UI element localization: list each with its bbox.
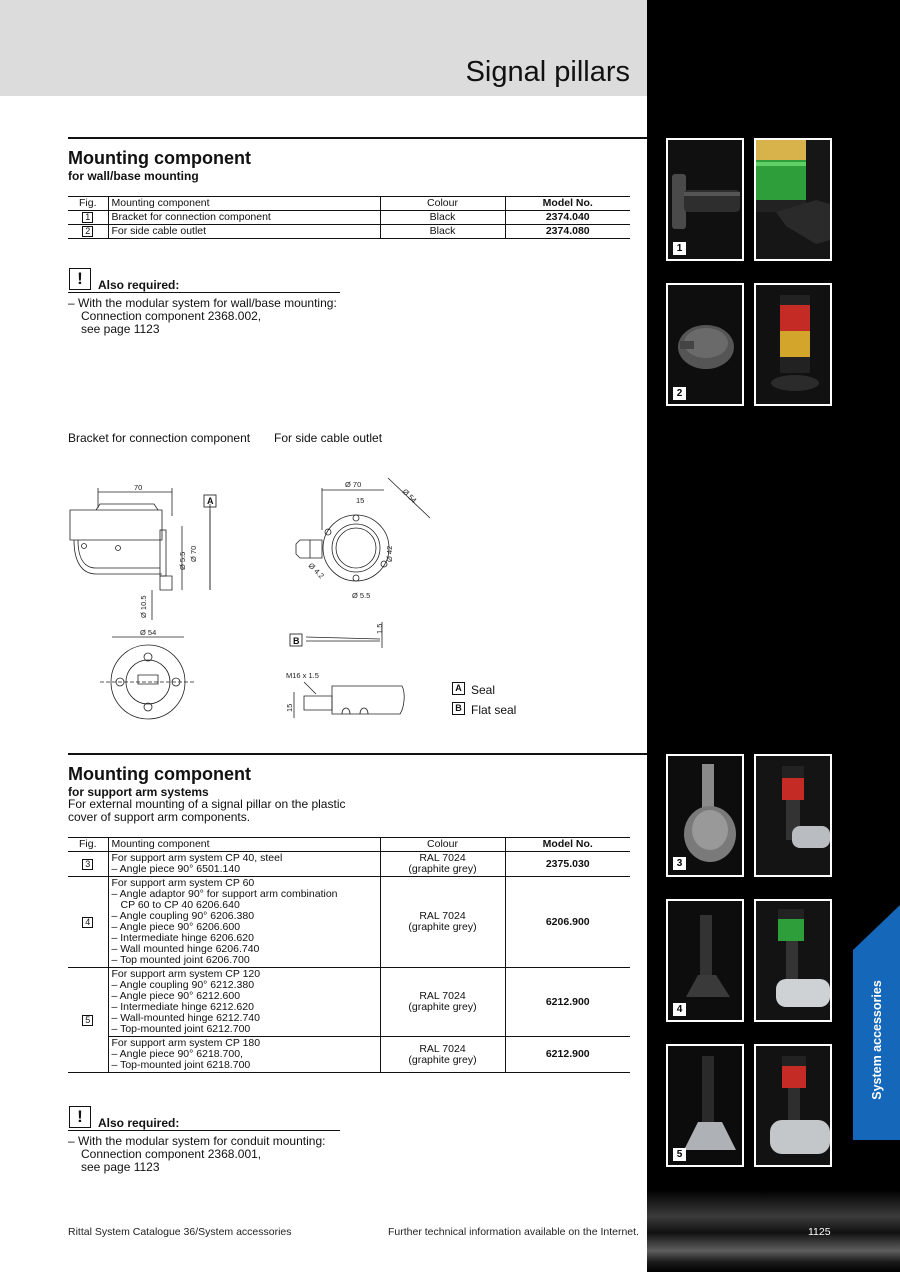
bracket-top-view [100, 628, 196, 719]
svg-text:M16 x 1.5: M16 x 1.5 [286, 671, 319, 680]
dim-70-top: 70 [134, 483, 143, 492]
also-required-rule [68, 1130, 340, 1131]
photo-tag-2: 2 [673, 387, 686, 400]
legend-key-a: A [452, 682, 465, 695]
table-row [68, 225, 630, 239]
table-row [68, 968, 630, 1037]
table-row [68, 1037, 630, 1073]
also-required-rule [68, 292, 340, 293]
row-colour: Black [429, 225, 456, 237]
row-description: For support arm system CP 120 – Angle coupling 90° 6212.380 – Angle piece 90° 6212.600 – Intermediate hinge 6212.620 – Wall-mounted hinge 6212.740 – Top-mounted joint 6212.700 [108, 968, 380, 1037]
svg-text:B: B [293, 636, 300, 646]
fig-number: 3 [82, 859, 93, 870]
fig-number: 1 [82, 212, 93, 223]
footer-catalogue: Rittal System Catalogue 36/System accessories [68, 1226, 292, 1238]
photo-pillar-red-cp120 [754, 1044, 832, 1167]
svg-text:A: A [207, 496, 214, 506]
legend-text-flat-seal: Flat seal [471, 703, 517, 717]
page-number: 1125 [808, 1226, 831, 1238]
fig-number: 4 [82, 917, 93, 928]
row-model-number: 6212.900 [505, 968, 630, 1037]
photo-tag-4: 4 [673, 1003, 686, 1016]
col-component: Mounting component [108, 838, 380, 852]
section2-heading: Mounting component [68, 764, 251, 784]
drawing-label-side: For side cable outlet [274, 431, 383, 445]
svg-text:Ø 70: Ø 70 [345, 480, 362, 489]
section2-table [68, 837, 630, 1073]
warning-icon: ! [69, 1106, 91, 1128]
photo-pillar-red-yellow [754, 283, 832, 406]
col-model: Model No. [505, 197, 630, 211]
section1-subheading: for wall/base mounting [68, 169, 199, 183]
also-required-text: – With the modular system for conduit mounting: Connection component 2368.001, see page 1123 [68, 1134, 326, 1174]
svg-text:15: 15 [356, 496, 365, 505]
section2-intro: For external mounting of a signal pillar on the plastic cover of support arm components. [68, 797, 346, 824]
svg-text:Ø 54: Ø 54 [400, 487, 419, 505]
footer-info: Further technical information available on the Internet. [388, 1226, 639, 1238]
also-required-text: – With the modular system for wall/base mounting: Connection component 2368.002, see page 1123 [68, 296, 337, 336]
table-header-row [68, 838, 630, 852]
svg-text:Ø 54: Ø 54 [140, 628, 157, 637]
col-fig: Fig. [68, 197, 108, 211]
section2-rule [68, 753, 647, 755]
photo-tag-5: 5 [673, 1148, 686, 1161]
photo-tag-1: 1 [673, 242, 686, 255]
row-model-number: 2374.040 [505, 211, 630, 225]
row-description: For support arm system CP 180 – Angle piece 90° 6218.700, – Top-mounted joint 6218.700 [108, 1037, 380, 1073]
svg-text:15: 15 [285, 703, 294, 712]
svg-text:Ø 5.5: Ø 5.5 [178, 551, 187, 570]
row-model-number: 2374.080 [505, 225, 630, 239]
panel-shine-decoration [647, 1190, 900, 1272]
legend-text-seal: Seal [471, 683, 496, 697]
row-description: For support arm system CP 60 – Angle adaptor 90° for support arm combination CP 60 to CP 40 6206.640 – Angle coupling 90° 6206.380 – Angle piece 90° 6206.600 – Intermediate hinge 6206.620 – Wall mounted hinge 6206.740 – Top mounted joint 6206.700 [108, 877, 380, 968]
warning-icon: ! [69, 268, 91, 290]
technical-drawings [60, 470, 440, 730]
row-colour: RAL 7024 (graphite grey) [380, 968, 505, 1037]
section1-heading: Mounting component [68, 148, 251, 168]
col-component: Mounting component [108, 197, 380, 211]
side-tab-label[interactable]: System accessories [869, 980, 884, 1100]
table-row [68, 211, 630, 225]
side-outlet-side-view [285, 671, 404, 718]
svg-text:Ø 4.2: Ø 4.2 [306, 561, 326, 581]
drawing-label-bracket: Bracket for connection component [68, 431, 251, 445]
col-colour: Colour [380, 197, 505, 211]
fig-number: 5 [82, 1015, 93, 1026]
section2-subheading: for support arm systems [68, 785, 209, 799]
section1-table [68, 196, 630, 239]
photo-tag-3: 3 [673, 857, 686, 870]
row-model-number: 6206.900 [505, 877, 630, 968]
svg-text:Ø 42: Ø 42 [385, 545, 394, 562]
row-model-number: 2375.030 [505, 852, 630, 877]
row-description: Bracket for connection component [111, 211, 271, 223]
svg-text:Ø 70: Ø 70 [189, 545, 198, 562]
row-colour: Black [429, 211, 456, 223]
flat-seal-view [290, 622, 384, 648]
fig-number: 2 [82, 226, 93, 237]
table-row [68, 877, 630, 968]
table-row [68, 852, 630, 877]
page-title: Signal pillars [465, 56, 630, 88]
row-colour: RAL 7024 (graphite grey) [380, 877, 505, 968]
also-required-title: Also required: [98, 1116, 180, 1130]
row-description: For support arm system CP 40, steel – Angle piece 90° 6501.140 [108, 852, 380, 877]
section1-rule [68, 137, 647, 139]
row-model-number: 6212.900 [505, 1037, 630, 1073]
row-colour: RAL 7024 (graphite grey) [380, 852, 505, 877]
col-model: Model No. [505, 838, 630, 852]
col-fig: Fig. [68, 838, 108, 852]
table-header-row [68, 197, 630, 211]
svg-text:Ø 5.5: Ø 5.5 [352, 591, 371, 600]
side-outlet-top-view [296, 478, 430, 600]
row-colour: RAL 7024 (graphite grey) [380, 1037, 505, 1073]
photo-pillar-mounted-green [754, 138, 832, 261]
legend-key-b: B [452, 702, 465, 715]
row-description: For side cable outlet [111, 225, 207, 237]
photo-pillar-red-arm [754, 754, 832, 877]
svg-text:Ø 10.5: Ø 10.5 [139, 595, 148, 618]
also-required-title: Also required: [98, 278, 180, 292]
bracket-side-view [70, 483, 216, 620]
svg-text:1.5: 1.5 [375, 623, 384, 634]
col-colour: Colour [380, 838, 505, 852]
photo-pillar-green-arm [754, 899, 832, 1022]
